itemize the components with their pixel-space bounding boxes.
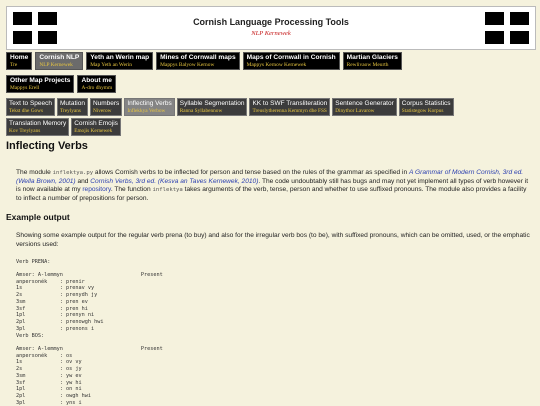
example-heading: Example output xyxy=(6,212,70,222)
primary-nav-row-2 xyxy=(6,75,116,93)
tab-label: Numbers xyxy=(92,100,120,107)
tab-label-cornish: Niverow xyxy=(92,108,112,114)
nav-label: Yeth an Werin map xyxy=(90,54,150,61)
nav-label-cornish: Mappys Balyow Kernow xyxy=(160,62,215,68)
nav-about-me[interactable] xyxy=(77,75,116,93)
nav-label-cornish: NLP Kernewek xyxy=(39,62,73,68)
module-name: inflektya.py xyxy=(52,170,94,176)
nav-label: Home xyxy=(10,54,29,61)
nav-label-cornish: Rewlivaow Meurth xyxy=(346,62,389,68)
page-title: Inflecting Verbs xyxy=(6,140,88,152)
verbs-reference-link[interactable]: Cornish Verbs, 3rd ed. (Kesva an Taves Kernewek, 2010) xyxy=(90,177,259,185)
nav-maps-in-cornish[interactable] xyxy=(243,52,340,70)
tab-label-cornish: Kov Treylyans xyxy=(9,128,41,134)
tab-label-cornish: Treylyans xyxy=(60,108,81,114)
tab-inflecting-verbs[interactable] xyxy=(124,98,174,116)
tab-label: Corpus Statistics xyxy=(401,100,451,107)
tab-translation-memory[interactable] xyxy=(6,118,69,136)
site-title: Cornish Language Processing Tools xyxy=(193,17,349,27)
repository-link[interactable]: repository xyxy=(82,186,111,194)
nav-label-cornish: A-dro dhymm xyxy=(81,85,113,91)
nav-label-cornish: Mappys Erell xyxy=(10,85,40,91)
nav-label-cornish: Mappys Kernow Kernewek xyxy=(246,62,307,68)
nav-label-cornish: Map Yeth an Werin xyxy=(90,62,132,68)
site-subtitle: NLP Kernewek xyxy=(251,30,291,37)
verb-prena-label: Verb PRENA: xyxy=(16,259,51,265)
tab-label-cornish: Treuslytherenna Kemmyn dhe FSS xyxy=(252,108,327,114)
site-banner xyxy=(6,6,536,50)
verb-prena-output: Amser: A-lemmyn Present anpersonék : prenir 1s : prenav vy 2s : prenydh jy 3sm : pren ev 3sf : pren hi 1pl : prenyn ni 2pl : prenowgh hwi 3pl : prenons i xyxy=(16,272,163,332)
cornish-flag-icon xyxy=(485,12,529,44)
tab-label: Cornish Emojis xyxy=(74,120,118,127)
tab-mutation[interactable] xyxy=(57,98,88,116)
tab-label-cornish: Ranna Syllabennow xyxy=(179,108,223,114)
nav-other-map-projects[interactable] xyxy=(6,75,74,93)
example-paragraph: Showing some example output for the regular verb prena (to buy) and also for the irregular verb bos (to be), with suffixed pronouns, which can be omitted, used, or the emphatic versions used: xyxy=(16,232,530,248)
nav-label: Other Map Projects xyxy=(10,77,71,84)
tab-label: Translation Memory xyxy=(9,120,67,127)
nav-label-cornish: Tre xyxy=(10,62,18,68)
tab-label: KK to SWF Transliteration xyxy=(252,100,328,107)
intro-text: allows Cornish verbs to be inflected for person and tense based on the rules of the grammar as specified in xyxy=(93,169,410,176)
tab-corpus-statistics[interactable] xyxy=(399,98,454,116)
nav-mines-maps[interactable] xyxy=(156,52,239,70)
nav-martian-glaciers[interactable] xyxy=(343,52,402,70)
tab-label: Text to Speech xyxy=(9,100,52,107)
intro-text: takes arguments of the verb, tense, person and whether to use suffixed pronouns. The module also provides a facility to inflect a number of prepositions for person. xyxy=(16,186,527,202)
tab-numbers[interactable] xyxy=(90,98,122,116)
nav-label: Martian Glaciers xyxy=(346,54,398,61)
tab-label: Mutation xyxy=(60,100,85,107)
verb-bos-label: Verb BOS: xyxy=(16,333,45,339)
tab-label: Inflecting Verbs xyxy=(127,100,172,107)
nav-label: Cornish NLP xyxy=(39,54,80,61)
nav-yeth-an-werin-map[interactable] xyxy=(86,52,153,70)
tools-nav-row-2 xyxy=(6,118,121,136)
nav-label: About me xyxy=(81,77,112,84)
verb-bos-output: Amser: A-lemmyn Present anpersonék : os 1s : ov vy 2s : os jy 3sm : yw ev 3sf : yw hi 1pl : on ni 2pl : owgh hwi 3pl : yns i xyxy=(16,346,163,406)
tools-nav-row-1 xyxy=(6,98,454,116)
intro-text: . The function xyxy=(110,186,153,194)
tab-text-to-speech[interactable] xyxy=(6,98,55,116)
tab-syllable-segmentation[interactable] xyxy=(177,98,248,116)
tab-label-cornish: Tekst dhe Gows xyxy=(9,108,44,114)
tab-label-cornish: Emojis Kernewek xyxy=(74,128,113,134)
tab-kk-to-swf[interactable] xyxy=(249,98,330,116)
nav-home[interactable] xyxy=(6,52,32,70)
tab-label-cornish: Inflekkya Verbow xyxy=(127,108,166,114)
tab-cornish-emojis[interactable] xyxy=(71,118,121,136)
tab-label-cornish: Dinythor Lavarow xyxy=(335,108,375,114)
intro-text: The module xyxy=(16,169,53,176)
intro-text: . The code undoubtably still has bugs and may not yet implement all types of verb however it is now available at my xyxy=(16,177,529,194)
tab-label-cornish: Statistegow Korpus xyxy=(401,108,444,114)
tab-sentence-generator[interactable] xyxy=(332,98,397,116)
primary-nav-row-1 xyxy=(6,52,402,70)
nav-label: Mines of Cornwall maps xyxy=(160,54,236,61)
tab-label: Sentence Generator xyxy=(335,100,394,107)
tab-label: Syllable Segmentation xyxy=(179,100,245,107)
function-name: inflektya xyxy=(152,187,183,194)
intro-paragraph xyxy=(16,169,532,203)
grammar-reference-link[interactable]: A Grammar of Modern Cornish, 3rd ed. (Wella Brown, 2001) xyxy=(16,169,524,185)
nav-label: Maps of Cornwall in Cornish xyxy=(246,54,336,61)
nav-cornish-nlp[interactable] xyxy=(35,52,83,70)
intro-text: and xyxy=(75,177,91,185)
